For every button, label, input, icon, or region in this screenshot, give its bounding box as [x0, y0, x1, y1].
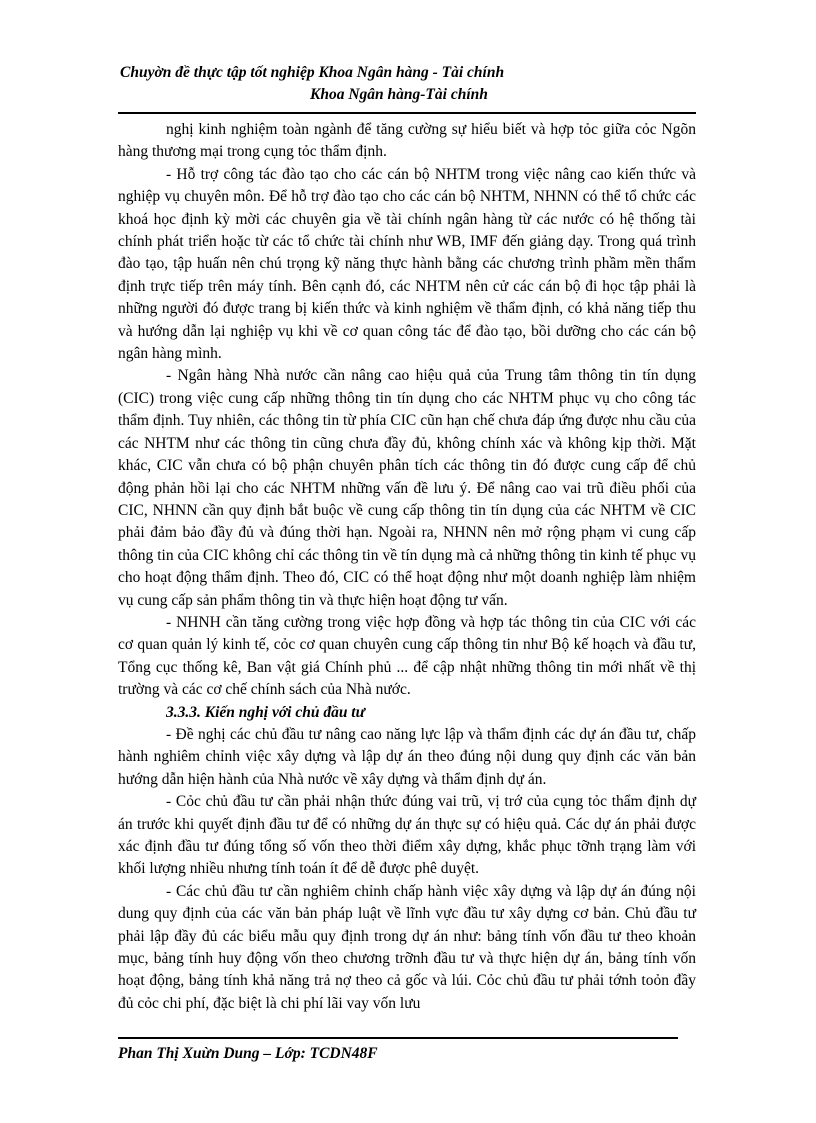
paragraph-3: - Ngân hàng Nhà nước cần nâng cao hiệu quả của Trung tâm thông tin tín dụng (CIC) trong việc cung cấp những thông tin tín dụng cho các NHTM phục vụ cho công tác thẩm định. Tuy nhiên, các thông tin từ phía CIC cũn hạn chế chưa đáp ứng được nhu cầu của các NHTM như các thông tin cũng chưa đầy đủ, không chính xác và không kịp thời. Mặt khác, CIC vẫn chưa có bộ phận chuyên phân tích các thông tin đó được cung cấp để chủ động phản hồi lại cho các NHTM những vấn đề lưu ý. Để nâng cao vai trũ điều phối của CIC, NHNN cần quy định bắt buộc về cung cấp thông tin tín dụng của các NHTM về CIC phải đảm bảo đầy đủ và đúng thời hạn. Ngoài ra, NHNN nên mở rộng phạm vi cung cấp thông tin của CIC không chỉ các thông tin về tín dụng mà cả những thông tin kinh tế phục vụ cho hoạt động thẩm định. Theo đó, CIC có thể hoạt động như một doanh nghiệp làm nhiệm vụ cung cấp sản phẩm thông tin và thực hiện hoạt động tư vấn.: [118, 367, 696, 609]
header-divider: [118, 112, 696, 114]
header-department: Khoa Ngân hàng-Tài chính: [310, 86, 488, 103]
paragraph-7: - Các chủ đầu tư cần nghiêm chỉnh chấp hành việc xây dựng và lập dự án đúng nội dung quy định của các văn bản pháp luật về lĩnh vực đầu tư xây dựng cơ bản. Chủ đầu tư phải lập đầy đủ các biểu mẫu quy định trong dự án như: bảng tính vốn đầu tư theo khoản mục, bảng tính huy động vốn theo chương trỡnh đầu tư và thực hiện dự án, bảng tính vốn hoạt động, bảng tính khả năng trả nợ theo cả gốc và lúi. Cỏc chủ đầu tư phải tớnh toỏn đầy đủ cỏc chi phí, đặc biệt là chi phí lãi vay vốn lưu: [118, 882, 696, 1012]
page-footer: Phan Thị Xuừn Dung – Lớp: TCDN48F: [118, 1045, 378, 1062]
section-heading: 3.3.3. Kiến nghị với chủ đầu tư: [166, 703, 365, 721]
page-header: [120, 62, 700, 106]
header-title: Chuyờn đề thực tập tốt nghiệp Khoa Ngân hàng - Tài chính: [120, 64, 505, 81]
paragraph-2: - Hỗ trợ công tác đào tạo cho các cán bộ NHTM trong việc nâng cao kiến thức và nghiệp vụ chuyên môn. Để hỗ trợ đào tạo cho các cán bộ NHTM, NHNN có thể tổ chức các khoá học định kỳ mời các chuyên gia về tài chính ngân hàng từ các nước có hệ thống tài chính phát triển hoặc từ các tổ chức tài chính như WB, IMF đến giảng dạy. Trong quá trình đào tạo, tập huấn nên chú trọng kỹ năng thực hành bằng các chương trình phầm mền thẩm định trực tiếp trên máy tính. Bên cạnh đó, các NHTM nên cử các cán bộ đi học tập phải là những người đó được trang bị kiến thức và kinh nghiệm về thẩm định, có khả năng tiếp thu và hướng dẫn lại nghiệp vụ khi về cơ quan công tác để đào tạo, bồi dưỡng cho các cán bộ ngân hàng mình.: [118, 165, 696, 363]
paragraph-4: - NHNH cần tăng cường trong việc hợp đồng và hợp tác thông tin của CIC với các cơ quan quản lý kinh tế, cỏc cơ quan chuyên cung cấp thông tin như Bộ kế hoạch và đầu tư, Tổng cục thống kê, Ban vật giá Chính phủ ... để cập nhật những thông tin mới nhất về thị trường và các cơ chế chính sách của Nhà nước.: [118, 613, 696, 699]
paragraph-6: - Cỏc chủ đầu tư cần phải nhận thức đúng vai trũ, vị trớ của cụng tỏc thẩm định dự án trước khi quyết định đầu tư để có những dự án thực sự có hiệu quả. Các dự án phải được xác định đầu tư đúng tổng số vốn theo thời điểm xây dựng, khắc phục tỡnh trạng làm với khối lượng nhiều nhưng tính toán ít để dễ được phê duyệt.: [118, 793, 696, 878]
paragraph-1: nghị kinh nghiệm toàn ngành để tăng cường sự hiểu biết và hợp tỏc giữa cỏc Ngõn hàng thương mại trong cụng tỏc thẩm định.: [118, 121, 696, 161]
document-body: [118, 119, 696, 1015]
footer-divider: [118, 1037, 678, 1039]
paragraph-5: - Đề nghị các chủ đầu tư nâng cao năng lực lập và thẩm định các dự án đầu tư, chấp hành nghiêm chỉnh việc xây dựng và lập dự án theo đúng nội dung quy định các văn bản hướng dẫn hiện hành của Nhà nước về xây dựng và thẩm định dự án.: [118, 725, 696, 788]
